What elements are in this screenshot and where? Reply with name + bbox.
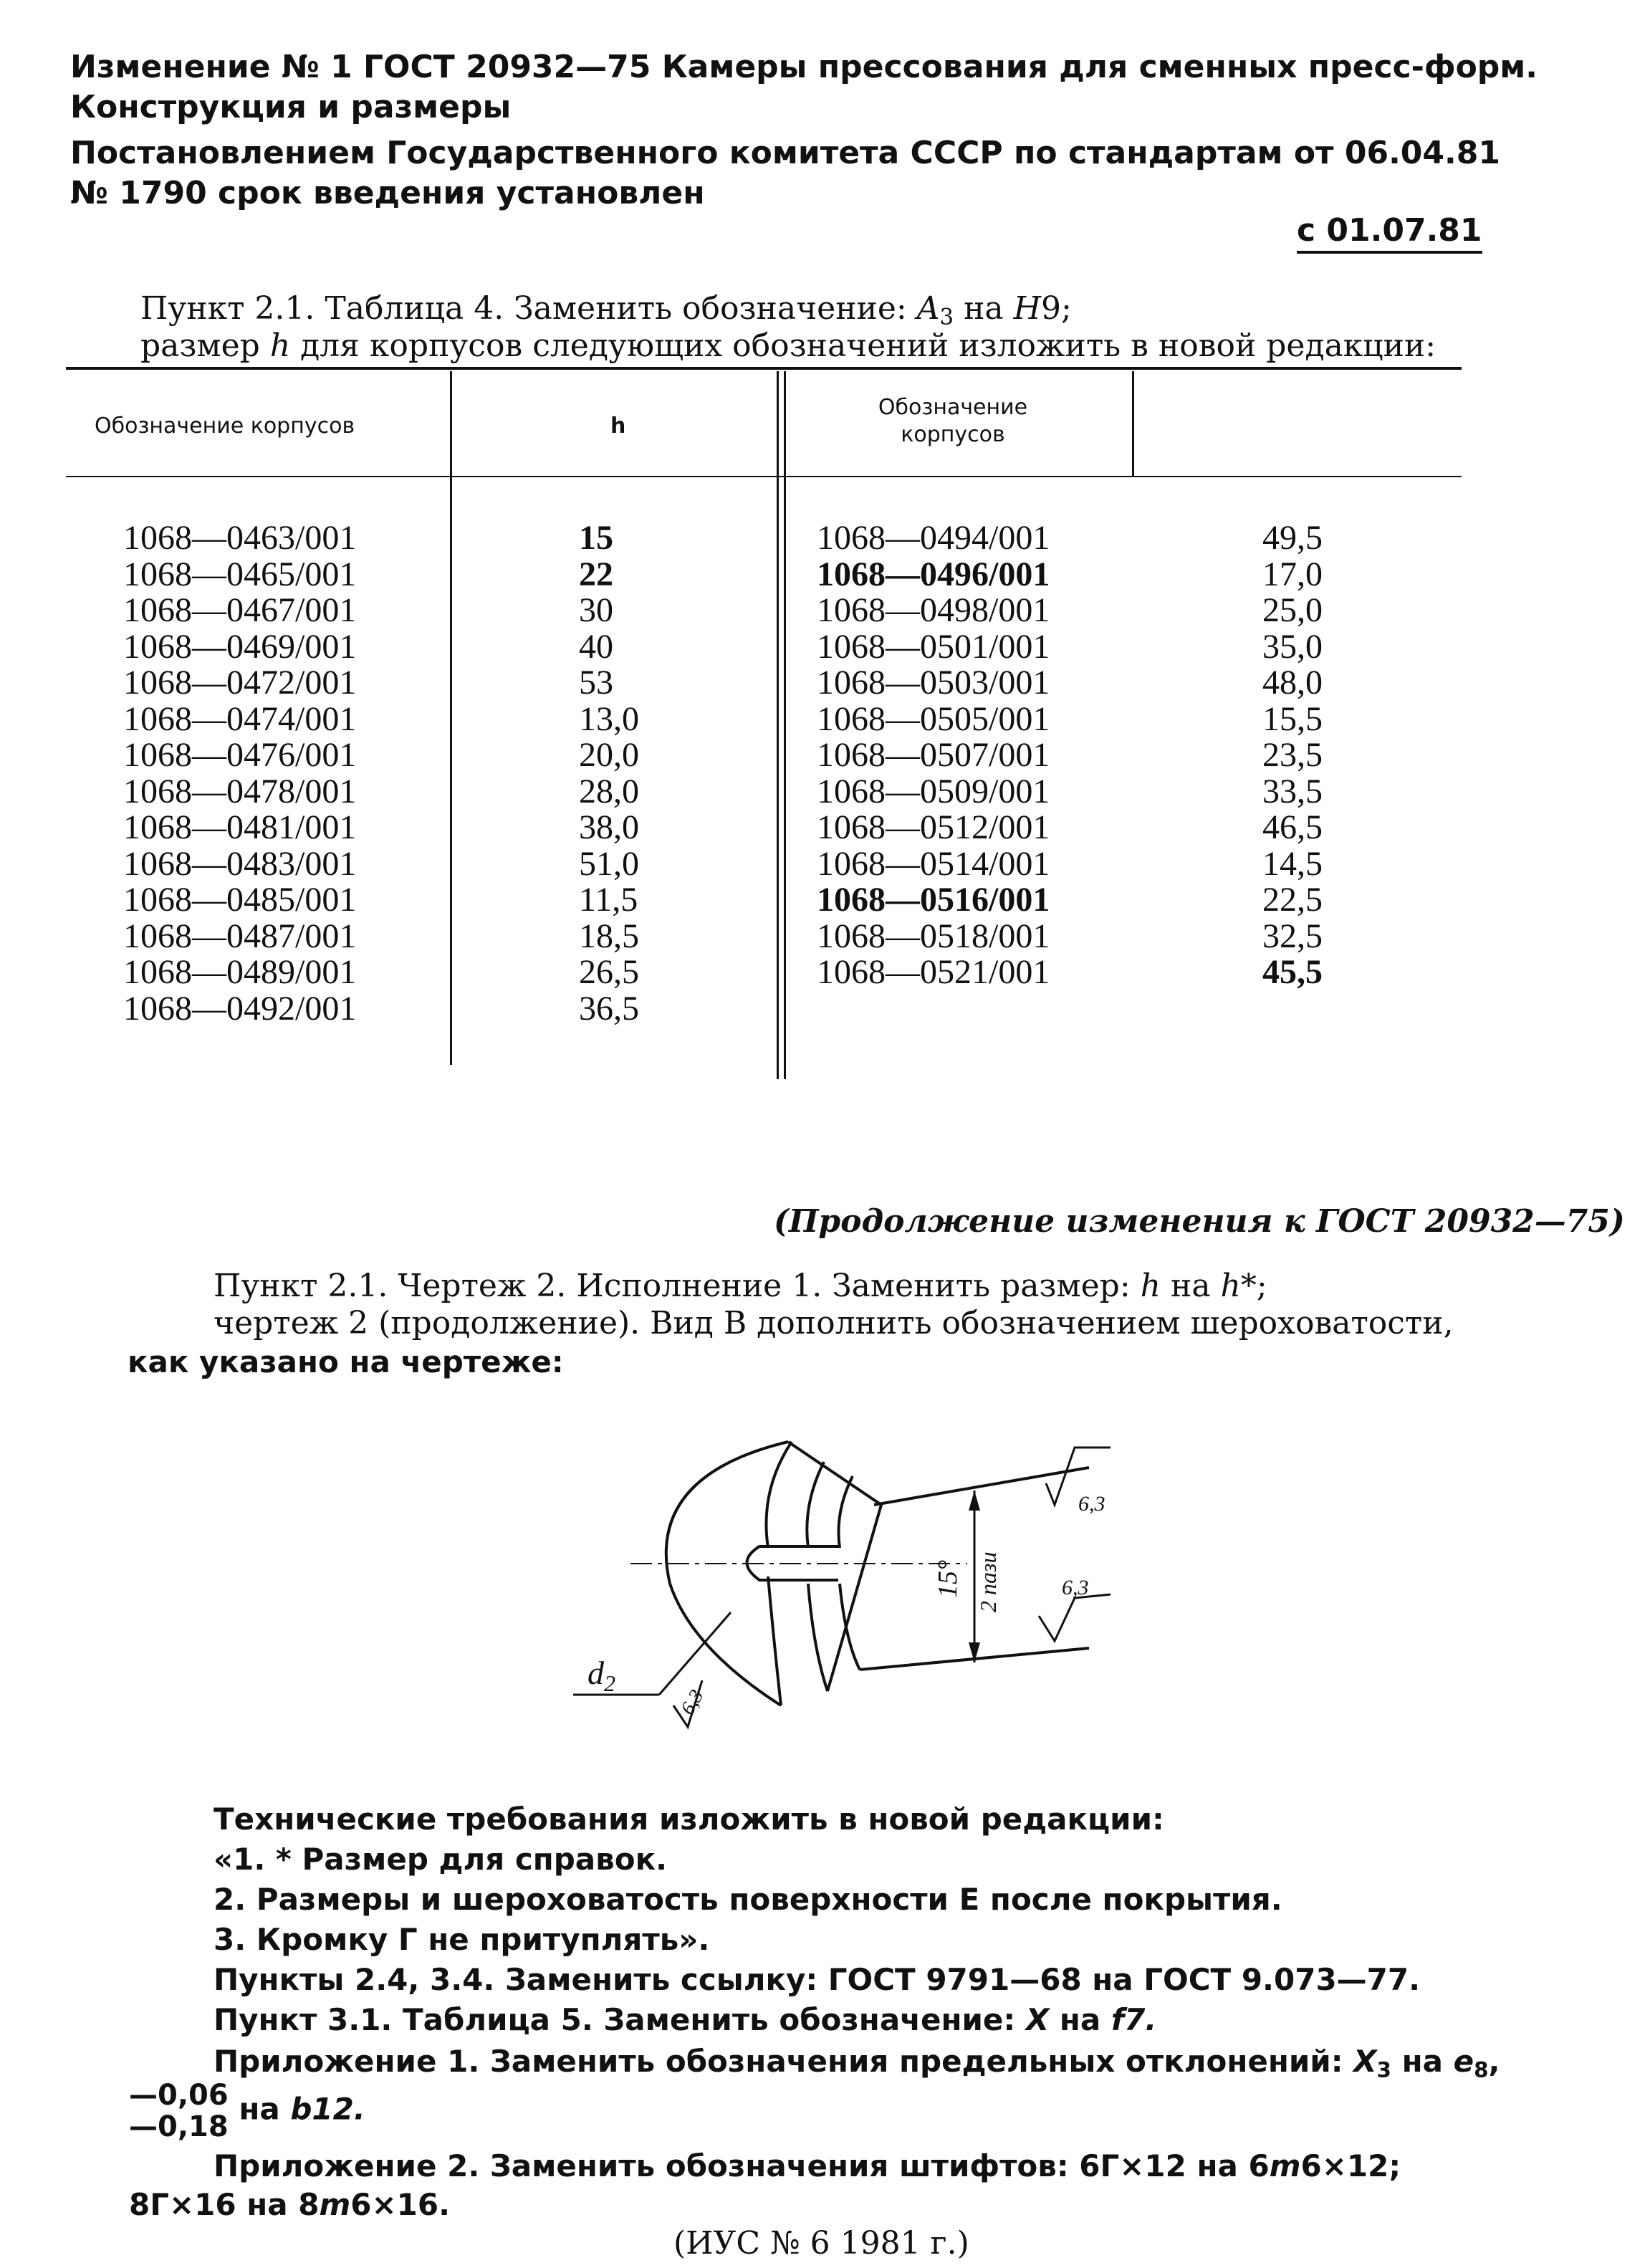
th-right-code-text: Обозначение корпусов	[878, 395, 1028, 447]
label-angle: 15°	[933, 1559, 963, 1598]
label-roughness-2: 6,3	[1062, 1576, 1089, 1599]
section2-var-h-star: h*	[1220, 1268, 1257, 1304]
table-cell: 1068—0487/001	[123, 917, 357, 955]
tech-req-2: 2. Размеры и шероховатость поверхности Е после покрытия.	[214, 1882, 1282, 1917]
table-cell: 1068—0489/001	[123, 953, 357, 991]
table-cell: 1068—0518/001	[817, 917, 1050, 955]
app1-text-4: на	[228, 2091, 291, 2127]
intro-var-h: H	[1013, 290, 1041, 327]
table-cell: 18,5	[579, 917, 639, 955]
table-cell: 1068—0483/001	[123, 844, 357, 883]
app1-var-e-sub: 8	[1474, 2057, 1489, 2082]
table-cell: 53	[579, 664, 613, 702]
section2-line-3: как указано на чертеже:	[128, 1344, 564, 1379]
table-cell: 25,0	[1262, 591, 1323, 629]
table-cell: 1068—0478/001	[123, 772, 357, 810]
inner-arc-1	[766, 1442, 792, 1548]
label-slots: 2 пази	[975, 1551, 1001, 1612]
intro-text-4: размер	[140, 327, 270, 364]
table-vline-2a	[777, 371, 779, 1079]
col-left-values	[579, 520, 639, 1027]
tech-title: Технические требования изложить в новой редакции:	[214, 1802, 1164, 1837]
table-cell: 36,5	[579, 989, 639, 1028]
tech-req-3: 3. Кромку Г не притуплять».	[214, 1922, 710, 1957]
effective-date: с 01.07.81	[1297, 212, 1482, 254]
table-cell: 1068—0507/001	[817, 736, 1050, 774]
intro-var-a: A	[916, 290, 940, 327]
table-cell: 1068—0512/001	[817, 808, 1050, 846]
section2-line-2: чертеж 2 (продолжение). Вид В дополнить обозначением шероховатости,	[214, 1305, 1454, 1341]
p31-text-1: Пункт 3.1. Таблица 5. Заменить обозначение:	[214, 2002, 1026, 2037]
th-right-code	[845, 394, 1060, 449]
section2-line-1	[214, 1267, 1267, 1306]
table-cell: 1068—0501/001	[817, 627, 1050, 666]
intro-text-2: на	[954, 290, 1014, 327]
table-cell: 1068—0516/001	[817, 881, 1050, 919]
label-roughness-1: 6,3	[1078, 1492, 1105, 1516]
table-cell: 15	[579, 519, 613, 557]
table-cell: 13,0	[579, 699, 639, 738]
right-edge	[788, 1442, 881, 1691]
col-right-values	[1262, 520, 1323, 991]
table-cell: 46,5	[1262, 808, 1323, 846]
table-cell: 1068—0474/001	[123, 699, 357, 738]
app2-var-m2: m	[319, 2187, 351, 2222]
table-cell: 1068—0467/001	[123, 591, 357, 629]
table-cell: 1068—0472/001	[123, 664, 357, 702]
table-cell: 22	[579, 555, 613, 593]
label-roughness-3: 6,3	[676, 1685, 709, 1719]
tolerance-bottom: —0,18	[129, 2110, 229, 2143]
leader-line	[659, 1612, 731, 1695]
table-cell: 14,5	[1262, 844, 1323, 883]
th-left-code: Обозначение корпусов	[95, 413, 355, 439]
app1-var-b12: b12.	[290, 2091, 365, 2127]
continuation-note: (Продолжение изменения к ГОСТ 20932—75)	[774, 1203, 1625, 1240]
arrow-top-icon	[969, 1491, 980, 1511]
table-top-rule	[66, 367, 1462, 370]
tech-p31	[214, 2002, 1156, 2038]
table-cell: 38,0	[579, 808, 639, 846]
intro-var-sub: 3	[939, 304, 954, 330]
tech-app2	[214, 2148, 1401, 2184]
table-cell: 1068—0505/001	[817, 699, 1050, 738]
roughness-symbol-2-icon	[1039, 1594, 1111, 1641]
table-cell: 1068—0465/001	[123, 555, 357, 593]
table-vline-3	[1132, 371, 1134, 477]
header-line-2: Конструкция и размеры	[70, 89, 512, 125]
table-cell: 1068—0494/001	[817, 519, 1050, 557]
header-line-4: № 1790 срок введения установлен	[70, 175, 705, 211]
table-vline-2b	[784, 371, 786, 1079]
tech-req-1: «1. * Размер для справок.	[214, 1842, 668, 1877]
app1-text-2: на	[1391, 2044, 1454, 2079]
table-cell: 40	[579, 627, 613, 666]
intro-var-h-small: h	[269, 327, 291, 364]
intro-text-3: 9;	[1041, 290, 1072, 327]
section2-text-3: ;	[1256, 1268, 1267, 1304]
tech-app1	[214, 2044, 1500, 2087]
section2-text-1: Пункт 2.1. Чертеж 2. Исполнение 1. Заменить размер:	[214, 1268, 1141, 1304]
app1-var-x-sub: 3	[1376, 2057, 1391, 2082]
tolerance-top: —0,06	[129, 2079, 229, 2112]
table-cell: 32,5	[1262, 917, 1323, 955]
intro-text-5: для корпусов следующих обозначений изложить в новой редакции:	[290, 327, 1436, 364]
table-cell: 48,0	[1262, 664, 1323, 702]
tolerance-stack	[129, 2080, 229, 2143]
table-cell: 1068—0481/001	[123, 808, 357, 846]
table-cell: 45,5	[1262, 953, 1323, 991]
inner-arc-6	[840, 1584, 860, 1670]
section2-text-2: на	[1161, 1268, 1221, 1304]
table-cell: 33,5	[1262, 772, 1323, 810]
app1-text-1: Приложение 1. Заменить обозначения предельных отклонений:	[214, 2044, 1354, 2079]
inner-arc-2	[807, 1462, 824, 1548]
table-cell: 1068—0514/001	[817, 844, 1050, 883]
app2-text-3: 8Г×16 на 8	[129, 2187, 320, 2222]
p31-text-2: на	[1049, 2002, 1111, 2037]
table-cell: 15,5	[1262, 699, 1323, 738]
tech-app2-line2	[129, 2187, 450, 2223]
p31-var-f7: f7.	[1111, 2002, 1157, 2037]
table-cell: 51,0	[579, 844, 639, 883]
table-cell: 23,5	[1262, 736, 1323, 774]
footer-note: (ИУС № 6 1981 г.)	[673, 2225, 969, 2262]
table-cell: 22,5	[1262, 881, 1323, 919]
table-cell: 11,5	[579, 881, 638, 919]
app2-text-2: 6×12;	[1300, 2148, 1401, 2183]
app1-text-3: ,	[1488, 2044, 1500, 2079]
app2-text-1: Приложение 2. Заменить обозначения штифтов: 6Г×12 на 6	[214, 2148, 1270, 2183]
table-cell: 1068—0496/001	[817, 555, 1050, 593]
table-cell: 30	[579, 591, 613, 629]
app2-text-4: 6×16.	[350, 2187, 451, 2222]
inner-arc-3	[838, 1476, 853, 1548]
intro-line-2	[140, 327, 1436, 365]
table-cell: 35,0	[1262, 627, 1323, 666]
app2-var-m: m	[1269, 2148, 1301, 2183]
table-cell: 1068—0469/001	[123, 627, 357, 666]
table-cell: 1068—0485/001	[123, 881, 357, 919]
header-line-1: Изменение № 1 ГОСТ 20932—75 Камеры прессования для сменных пресс-форм.	[70, 49, 1538, 85]
table-cell: 1068—0521/001	[817, 953, 1050, 991]
table-cell: 1068—0492/001	[123, 989, 357, 1028]
table-cell: 1068—0463/001	[123, 519, 357, 557]
table-cell: 1068—0498/001	[817, 591, 1050, 629]
col-right-codes	[817, 520, 1050, 991]
header-line-3: Постановлением Государственного комитета СССР по стандартам от 06.04.81	[70, 135, 1500, 171]
intro-text-1: Пункт 2.1. Таблица 4. Заменить обозначение:	[140, 290, 917, 327]
tech-app1-tolerance	[129, 2080, 365, 2143]
col-left-codes	[123, 520, 356, 1027]
th-left-h: h	[610, 413, 626, 439]
table-cell: 1068—0503/001	[817, 664, 1050, 702]
table-cell: 49,5	[1262, 519, 1323, 557]
table-cell: 28,0	[579, 772, 639, 810]
technical-drawing	[545, 1433, 1189, 1748]
inner-arc-5	[808, 1584, 828, 1691]
table-cell: 1068—0509/001	[817, 772, 1050, 810]
inner-arc-4	[768, 1576, 781, 1705]
table-cell: 20,0	[579, 736, 639, 774]
p31-var-x: X	[1025, 2002, 1050, 2037]
section2-var-h: h	[1140, 1268, 1161, 1304]
app1-var-x: X	[1353, 2044, 1377, 2079]
table-cell: 26,5	[579, 953, 639, 991]
table-header-rule	[66, 476, 1462, 477]
app1-var-e: e	[1453, 2044, 1474, 2079]
table-cell: 17,0	[1262, 555, 1323, 593]
table-cell: 1068—0476/001	[123, 736, 357, 774]
label-d2: $d_2$	[587, 1655, 615, 1696]
tech-p24: Пункты 2.4, 3.4. Заменить ссылку: ГОСТ 9791—68 на ГОСТ 9.073—77.	[214, 1962, 1421, 1997]
